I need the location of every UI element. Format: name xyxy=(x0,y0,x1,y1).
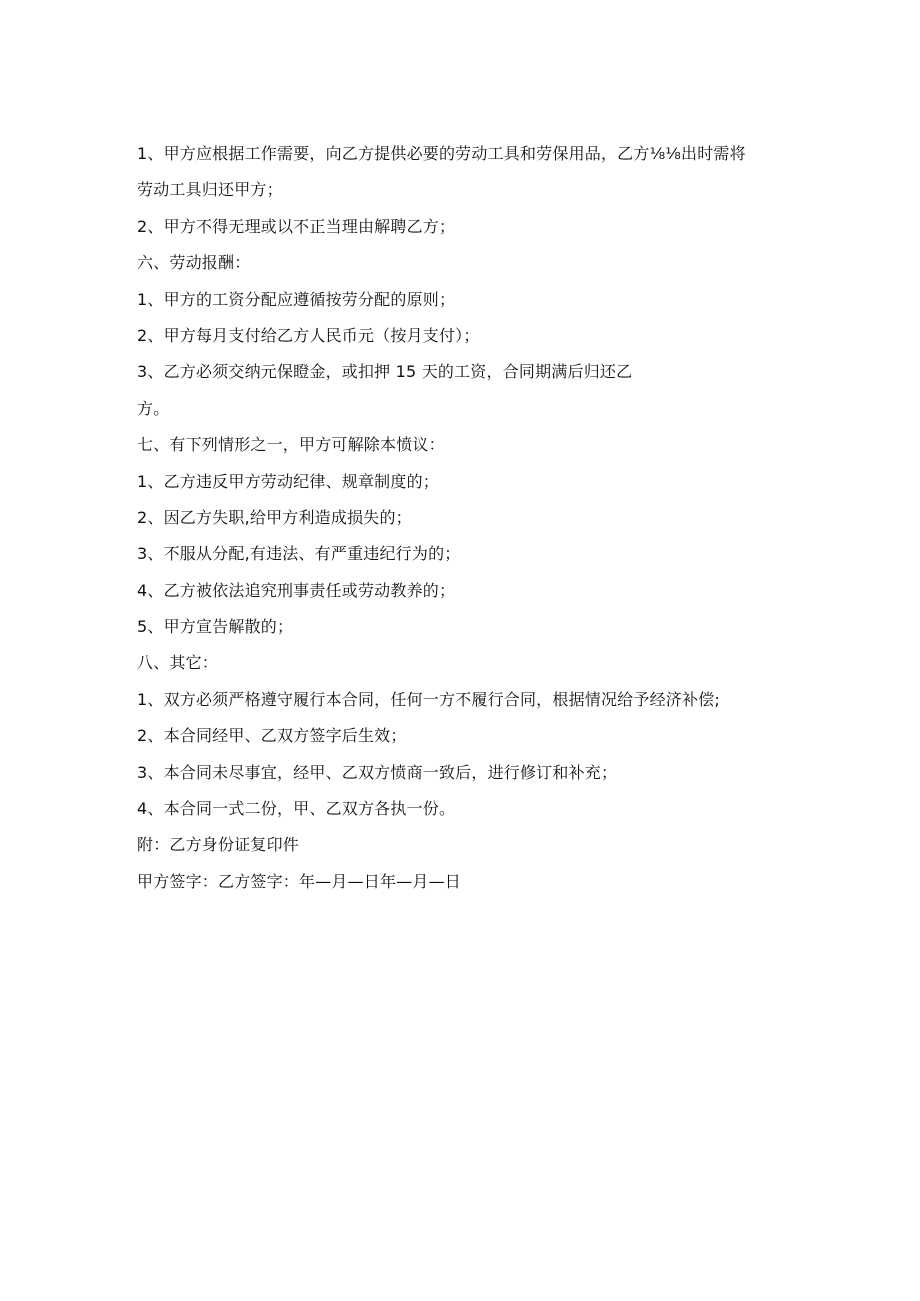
signature-line: 甲方签字：乙方签字：年—月—日年—月—日 xyxy=(137,871,462,891)
text-line: 1、甲方应根据工作需要，向乙方提供必要的劳动工具和劳保用品，乙方⅛⅛出时需将 xyxy=(137,144,746,163)
text-line: 4、本合同一式二份，甲、乙双方各执一份。 xyxy=(137,799,456,819)
text-line: 2、甲方不得无理或以不正当理由解聘乙方； xyxy=(137,216,456,236)
text-line: 3、不服从分配,有违法、有严重违纪行为的； xyxy=(137,544,461,564)
text-line: 2、本合同经甲、乙双方签字后生效； xyxy=(137,726,407,746)
text-line: 2、因乙方失职,给甲方利造成损失的； xyxy=(137,507,412,527)
text-line: 劳动工具归还甲方； xyxy=(137,180,283,200)
text-line: 4、乙方被依法追究刑事责任或劳动教养的； xyxy=(137,580,456,600)
attachment-note: 附：乙方身份证复印件 xyxy=(137,835,300,855)
text-line: 1、双方必须严格遵守履行本合同，任何一方不履行合同，根据情况给予经济补偿; xyxy=(137,689,720,709)
section-heading: 七、有下列情形之一，甲方可解除本愤议： xyxy=(137,435,445,455)
text-line: 3、乙方必须交纳元保瞪金，或扣押 15 天的工资，合同期满后归还乙 xyxy=(137,362,633,382)
text-line: 2、甲方每月支付给乙方人民币元（按月支付）； xyxy=(137,325,480,345)
text-line: 3、本合同未尽事宜，经甲、乙双方愤商一致后，进行修订和补充； xyxy=(137,762,618,782)
section-heading: 六、劳动报酬： xyxy=(137,253,251,273)
text-line: 1、甲方的工资分配应遵循按劳分配的原则； xyxy=(137,289,456,309)
text-line: 5、甲方宣告解散的； xyxy=(137,617,294,637)
section-heading: 八、其它： xyxy=(137,653,219,673)
text-line: 1、乙方违反甲方劳动纪律、规章制度的； xyxy=(137,471,439,491)
document-body xyxy=(137,136,797,900)
text-line: 方。 xyxy=(137,398,170,418)
